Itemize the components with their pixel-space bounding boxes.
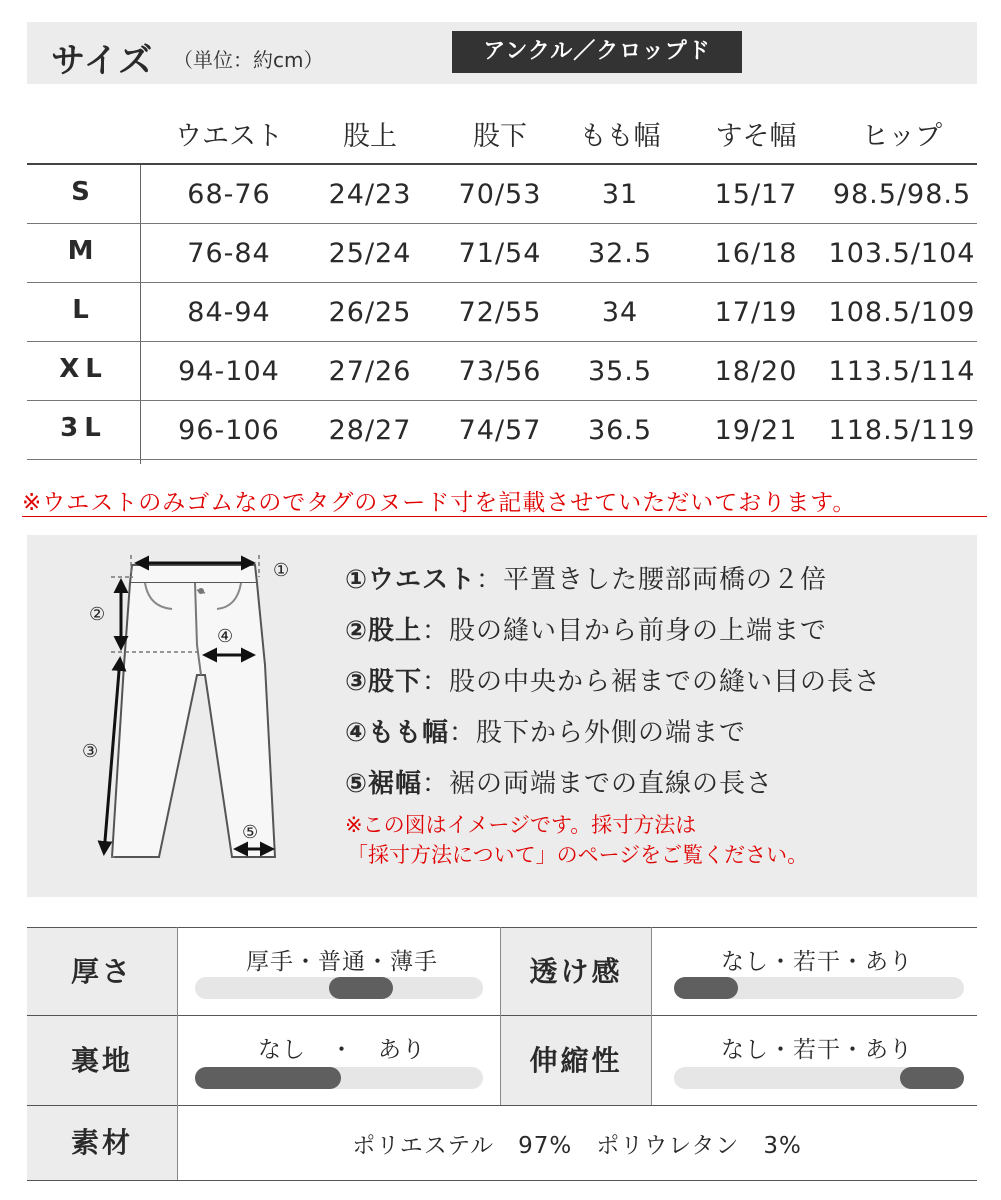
thickness-options: 厚手・普通・薄手 xyxy=(246,949,438,975)
diagram-note-line2: 「採寸方法について」のページをご覧ください。 xyxy=(347,843,809,867)
table-row xyxy=(27,342,977,401)
table-cell: 96-106 xyxy=(178,415,280,446)
attr-label-thickness: 厚さ xyxy=(27,928,177,1015)
table-cell: 16/18 xyxy=(714,238,798,269)
column-header: ヒップ xyxy=(861,121,943,152)
table-cell: 15/17 xyxy=(714,179,798,210)
size-label: M xyxy=(67,236,100,266)
table-cell: 68-76 xyxy=(187,179,271,210)
table-cell: 72/55 xyxy=(458,297,542,328)
waist-note: ※ウエストのみゴムなのでタグのヌード寸を記載させていただいております。 xyxy=(22,490,857,516)
table-cell: 94-104 xyxy=(178,356,280,387)
attr-divider xyxy=(651,927,652,1105)
table-cell: 28/27 xyxy=(328,415,412,446)
legend-item-waist xyxy=(345,559,881,610)
size-label: S xyxy=(71,177,96,207)
transparency-options: なし・若干・あり xyxy=(721,949,913,975)
size-label: L xyxy=(72,295,95,325)
table-cell: 24/23 xyxy=(328,179,412,210)
marker-3: ③ xyxy=(82,741,99,762)
column-header: 股上 xyxy=(343,121,397,152)
attr-label-stretch: 伸縮性 xyxy=(501,1016,651,1105)
lining-slider-knob xyxy=(195,1067,341,1089)
unit-label: （単位：約cm） xyxy=(173,48,324,72)
table-cell: 118.5/119 xyxy=(828,415,976,446)
table-cell: 26/25 xyxy=(328,297,412,328)
legend-desc: ：股下から外側の端まで xyxy=(449,718,747,748)
row-rule xyxy=(27,459,977,460)
attr-label-material: 素材 xyxy=(27,1106,177,1180)
table-cell: 73/56 xyxy=(458,356,542,387)
legend-desc: ：股の縫い目から前身の上端まで xyxy=(422,616,828,646)
legend-term: 裾幅 xyxy=(368,769,423,799)
table-row xyxy=(27,283,977,342)
table-cell: 76-84 xyxy=(187,238,271,269)
legend-term: もも幅 xyxy=(368,718,450,748)
diagram-note-line1: ※この図はイメージです。採寸方法は xyxy=(345,813,697,837)
thickness-slider-track xyxy=(195,977,483,999)
attribute-table xyxy=(27,927,977,1181)
measurement-diagram-panel xyxy=(27,535,977,897)
table-cell: 19/21 xyxy=(714,415,798,446)
table-cell: 84-94 xyxy=(187,297,271,328)
table-cell: 70/53 xyxy=(458,179,542,210)
legend-item-hem xyxy=(345,763,881,814)
table-cell: 34 xyxy=(601,297,639,328)
legend-number: ② xyxy=(345,616,369,646)
size-label: XL xyxy=(59,354,108,384)
stretch-slider-track xyxy=(674,1067,964,1089)
table-cell: 35.5 xyxy=(587,356,653,387)
table-cell: 71/54 xyxy=(458,238,542,269)
legend-term: 股上 xyxy=(368,616,423,646)
legend-number: ① xyxy=(345,565,369,595)
marker-2: ② xyxy=(89,604,106,625)
legend-item-thigh xyxy=(345,712,881,763)
stretch-options: なし・若干・あり xyxy=(721,1037,913,1063)
size-header xyxy=(27,22,977,84)
column-header: 股下 xyxy=(473,121,527,152)
table-cell: 36.5 xyxy=(587,415,653,446)
page-title: サイズ xyxy=(51,41,154,81)
table-cell: 113.5/114 xyxy=(828,356,976,387)
column-header: すそ幅 xyxy=(715,121,797,152)
material-composition: ポリエステル 97% ポリウレタン 3% xyxy=(352,1133,802,1159)
table-cell: 25/24 xyxy=(328,238,412,269)
note-underline xyxy=(22,516,987,517)
legend-term: 股下 xyxy=(368,667,423,697)
diagram-note xyxy=(345,810,881,870)
transparency-slider-track xyxy=(674,977,964,999)
fit-badge: アンクル／クロップド xyxy=(452,31,742,73)
legend-number: ⑤ xyxy=(345,769,369,799)
table-cell: 74/57 xyxy=(458,415,542,446)
table-cell: 18/20 xyxy=(714,356,798,387)
attr-label-transparency: 透け感 xyxy=(501,928,651,1015)
table-cell: 108.5/109 xyxy=(828,297,976,328)
pants-diagram xyxy=(27,535,327,897)
column-header: もも幅 xyxy=(579,121,661,152)
legend-number: ③ xyxy=(345,667,369,697)
table-cell: 32.5 xyxy=(587,238,653,269)
legend-desc: ：平置きした腰部両橋の２倍 xyxy=(476,565,828,595)
legend-item-inseam xyxy=(345,661,881,712)
size-label: 3L xyxy=(60,413,107,443)
table-cell: 31 xyxy=(601,179,639,210)
marker-5: ⑤ xyxy=(242,822,259,843)
legend-desc: ：股の中央から裾までの縫い目の長さ xyxy=(422,667,882,697)
marker-4: ④ xyxy=(217,626,234,647)
button-icon xyxy=(198,588,204,594)
transparency-slider-knob xyxy=(674,977,738,999)
measurement-legend xyxy=(345,559,881,870)
table-cell: 17/19 xyxy=(714,297,798,328)
marker-1: ① xyxy=(273,560,290,581)
table-cell: 98.5/98.5 xyxy=(832,179,972,210)
table-row xyxy=(27,165,977,224)
lining-options: なし ・ あり xyxy=(258,1037,426,1063)
table-cell: 103.5/104 xyxy=(828,238,976,269)
legend-desc: ：裾の両端までの直線の長さ xyxy=(422,769,774,799)
attr-rule xyxy=(27,1180,977,1181)
pants-outline xyxy=(112,565,275,857)
lining-slider-track xyxy=(195,1067,483,1089)
legend-number: ④ xyxy=(345,718,369,748)
legend-term: ウエスト xyxy=(368,565,477,595)
attr-label-lining: 裏地 xyxy=(27,1016,177,1105)
thickness-slider-knob xyxy=(329,977,393,999)
table-row xyxy=(27,401,977,460)
table-row xyxy=(27,224,977,283)
stretch-slider-knob xyxy=(900,1067,964,1089)
column-header: ウエスト xyxy=(175,121,283,152)
legend-item-rise xyxy=(345,610,881,661)
table-cell: 27/26 xyxy=(328,356,412,387)
